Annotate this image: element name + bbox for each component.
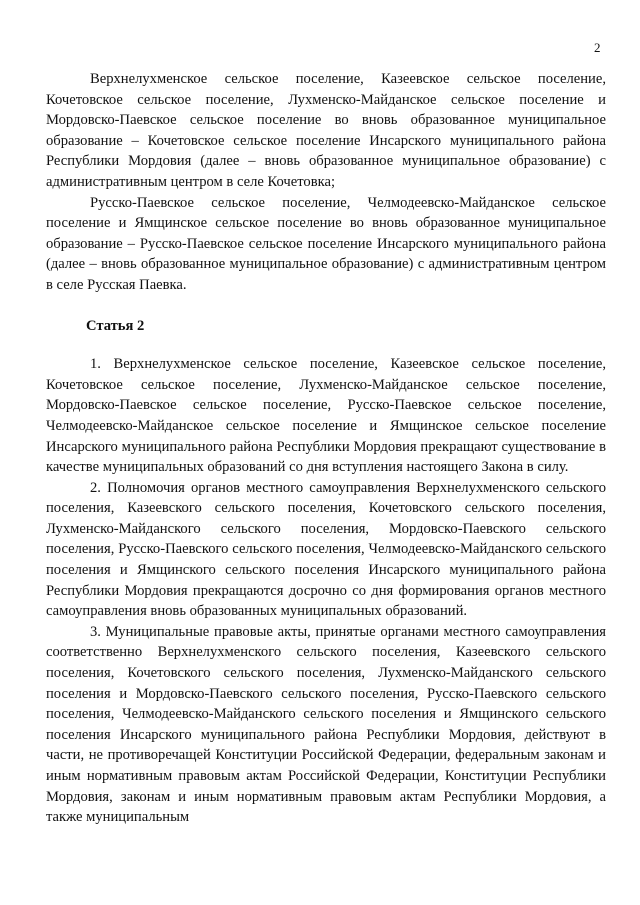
paragraph: 3. Муниципальные правовые акты, принятые органами местного самоуправления соответственно Верхнелухменского сельского поселения, Казеевского сельского поселения, Кочетовского сельского поселения, Лухменско-Майданского сельского поселения и Мордовско-Паевского сельского поселения, Русско-Паевского сельского поселения, Челмодеевско-Майданского сельского поселения и Ямщинского сельского поселения Инсарского муниципального района Республики Мордовия, действуют в части, не противоречащей Конституции Российской Федерации, федеральным законам и иным нормативным правовым актам Российской Федерации, Конституции Республики Мордовия, законам и иным нормативным правовым актам Республики Мордовия, а также муниципальным bbox=[46, 623, 606, 826]
paragraph: Русско-Паевское сельское поселение, Челмодеевско-Майданское сельское поселение и Ямщинское сельское поселение во вновь образованное муниципальное образование – Русско-Паевское сельское поселение Инсарского муниципального района (далее – вновь образованное муниципальное образование) с административным центром в селе Русская Паевка. bbox=[46, 194, 606, 293]
document-body bbox=[46, 69, 606, 828]
paragraph: 2. Полномочия органов местного самоуправления Верхнелухменского сельского поселения, Казеевского сельского поселения, Кочетовского сельского поселения, Лухменско-Майданского сельского поселения, Мордовско-Паевского сельского поселения, Русско-Паевского сельского поселения, Челмодеевско-Майданского сельского поселения и Ямщинского сельского поселения Инсарского муниципального района Республики Мордовия прекращаются досрочно со дня формирования органов местного самоуправления вновь образованных муниципальных образований. bbox=[46, 479, 606, 620]
page-number: 2 bbox=[594, 40, 601, 55]
article-heading: Статья 2 bbox=[86, 317, 145, 334]
paragraph: 1. Верхнелухменское сельское поселение, Казеевское сельское поселение, Кочетовское сельское поселение, Лухменско-Майданское сельское поселение, Мордовско-Паевское сельское поселение, Русско-Паевское сельское поселение, Челмодеевско-Майданское сельское поселение и Ямщинское сельское поселение Инсарского муниципального района Республики Мордовия прекращают существование в качестве муниципальных образований со дня вступления настоящего Закона в силу. bbox=[46, 356, 606, 476]
paragraph: Верхнелухменское сельское поселение, Казеевское сельское поселение, Кочетовское сельское поселение, Лухменско-Майданское сельское поселение и Мордовско-Паевское сельское поселение во вновь образованное муниципальное образование – Кочетовское сельское поселение Инсарского муниципального района Республики Мордовия (далее – вновь образованное муниципальное образование) с административным центром в селе Кочетовка; bbox=[46, 71, 606, 190]
